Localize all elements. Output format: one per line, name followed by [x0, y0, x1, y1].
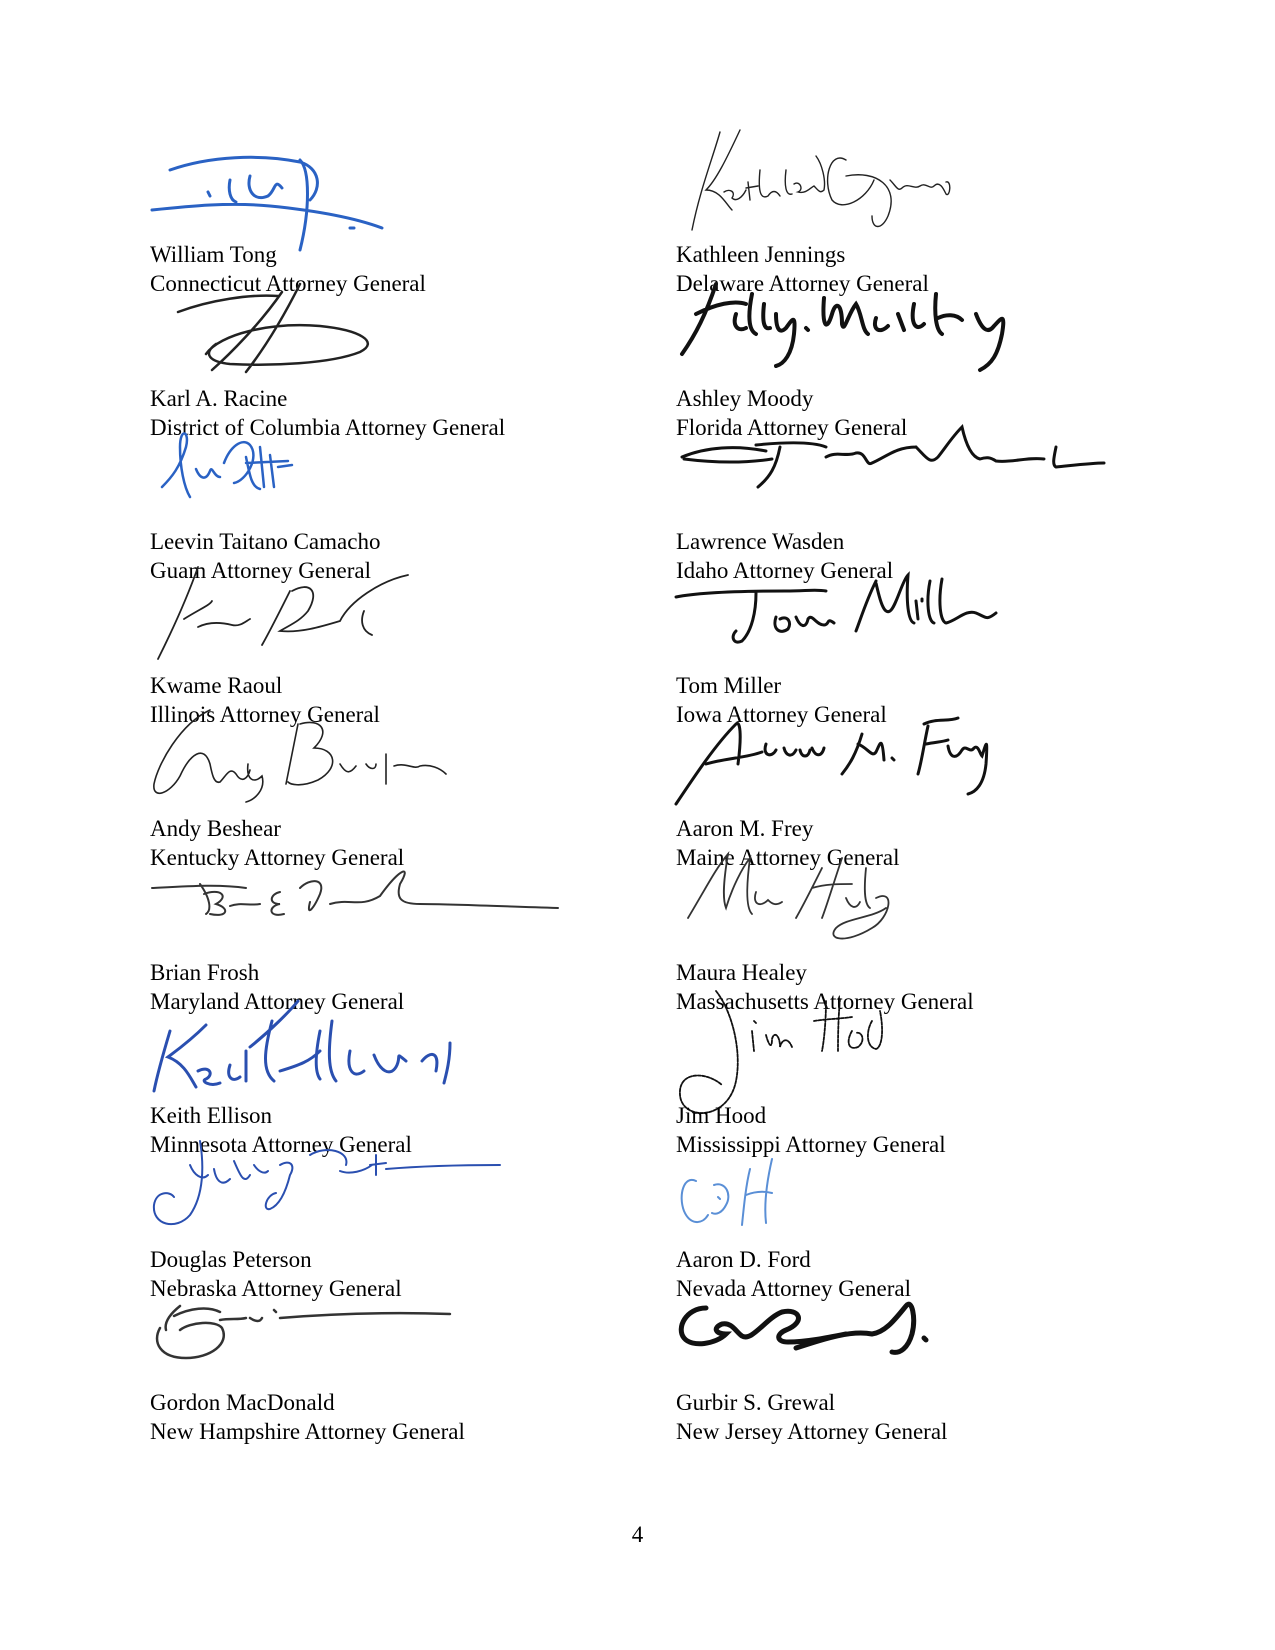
signer-title: Guam Attorney General	[150, 558, 371, 583]
handwritten-signature	[150, 991, 570, 1096]
signer-name: Aaron M. Frey	[676, 816, 814, 841]
signer-name: Kathleen Jennings	[676, 242, 846, 267]
signer-title: Illinois Attorney General	[150, 701, 380, 727]
signer-name: Ashley Moody	[676, 385, 814, 411]
signer-title: Delaware Attorney General	[676, 271, 929, 296]
signature-stroke	[158, 567, 408, 659]
signature-block	[150, 1135, 630, 1301]
handwritten-signature	[150, 704, 570, 809]
handwritten-signature	[676, 1135, 1096, 1240]
signature-stroke	[154, 1001, 450, 1091]
signature-block	[676, 417, 1156, 583]
signer-title: Maine Attorney General	[676, 845, 900, 870]
handwritten-signature	[676, 991, 1096, 1096]
signer-name: Gordon MacDonald	[150, 1390, 335, 1415]
signer-name: Andy Beshear	[150, 816, 281, 841]
signature-block	[150, 991, 630, 1157]
signer-title: Mississippi Attorney General	[676, 1132, 946, 1157]
signer-title: Florida Attorney General	[676, 414, 908, 440]
signature-stroke	[157, 1306, 450, 1358]
signer-title: Nevada Attorney General	[676, 1275, 912, 1301]
signer-name: William Tong	[150, 242, 277, 267]
signer-name: Maura Healey	[676, 959, 807, 985]
signature-block	[150, 130, 630, 296]
signature-block	[676, 130, 1156, 296]
signature-block	[150, 561, 630, 727]
signer-name: Karl A. Racine	[150, 385, 288, 411]
signer-name: Douglas Peterson	[150, 1246, 312, 1272]
handwritten-signature	[150, 130, 570, 235]
signer-name: Aaron D. Ford	[676, 1246, 811, 1272]
signature-stroke	[178, 284, 368, 372]
signature-stroke	[676, 718, 987, 804]
signature-block	[150, 848, 630, 1014]
signature-block	[150, 274, 630, 440]
handwritten-signature	[676, 274, 1096, 379]
signer-title: Massachusetts Attorney General	[676, 988, 974, 1014]
handwritten-signature	[676, 130, 1096, 235]
signer-name: Gurbir S. Grewal	[676, 1390, 836, 1415]
signature-block	[676, 1278, 1156, 1444]
signer-name: Jim Hood	[676, 1103, 767, 1128]
signer-title: Connecticut Attorney General	[150, 271, 426, 296]
signature-block	[676, 561, 1156, 727]
handwritten-signature	[150, 1135, 570, 1240]
signer-title: New Hampshire Attorney General	[150, 1419, 465, 1444]
handwritten-signature	[676, 704, 1096, 809]
signer-name: Brian Frosh	[150, 959, 260, 985]
signer-title: Idaho Attorney General	[676, 558, 894, 583]
signature-block	[676, 1135, 1156, 1301]
page-number: 4	[631, 1522, 644, 1547]
signature-stroke	[682, 1159, 772, 1225]
signer-name: Tom Miller	[676, 672, 782, 698]
signer-name: Kwame Raoul	[150, 672, 283, 698]
signature-stroke	[681, 1304, 926, 1352]
handwritten-signature	[150, 1278, 570, 1383]
signer-title: Maryland Attorney General	[150, 988, 405, 1014]
signature-block	[150, 1278, 630, 1444]
handwritten-signature	[676, 561, 1096, 666]
signature-stroke	[154, 1141, 500, 1224]
signer-title: District of Columbia Attorney General	[150, 414, 506, 440]
signature-column-left	[150, 130, 630, 1444]
signature-block	[150, 417, 630, 583]
signature-block	[676, 848, 1156, 1014]
signature-block	[676, 274, 1156, 440]
handwritten-signature	[676, 1278, 1096, 1383]
signature-stroke	[688, 854, 888, 939]
handwritten-signature	[150, 561, 570, 666]
signature-stroke	[682, 284, 1003, 370]
handwritten-signature	[676, 417, 1096, 522]
signature-stroke	[676, 575, 996, 642]
signature-stroke	[152, 871, 558, 914]
signer-name: Lawrence Wasden	[676, 529, 845, 554]
signature-block	[676, 991, 1156, 1157]
signer-title: New Jersey Attorney General	[676, 1419, 948, 1444]
signer-title: Nebraska Attorney General	[150, 1275, 402, 1301]
signer-title: Minnesota Attorney General	[150, 1132, 412, 1157]
signature-stroke	[154, 710, 446, 802]
signer-title: Kentucky Attorney General	[150, 845, 405, 870]
handwritten-signature	[150, 848, 570, 953]
signature-column-right	[676, 130, 1156, 1444]
signature-stroke	[680, 991, 882, 1113]
signature-stroke	[692, 130, 950, 230]
signature-block	[150, 704, 630, 870]
signer-name: Leevin Taitano Camacho	[150, 529, 381, 554]
signer-title: Iowa Attorney General	[676, 701, 887, 727]
signature-stroke	[162, 433, 292, 497]
signature-stroke	[682, 427, 1104, 487]
handwritten-signature	[676, 848, 1096, 953]
signature-block	[676, 704, 1156, 870]
signer-name: Keith Ellison	[150, 1103, 273, 1128]
signature-stroke	[152, 157, 382, 250]
handwritten-signature	[150, 417, 570, 522]
handwritten-signature	[150, 274, 570, 379]
